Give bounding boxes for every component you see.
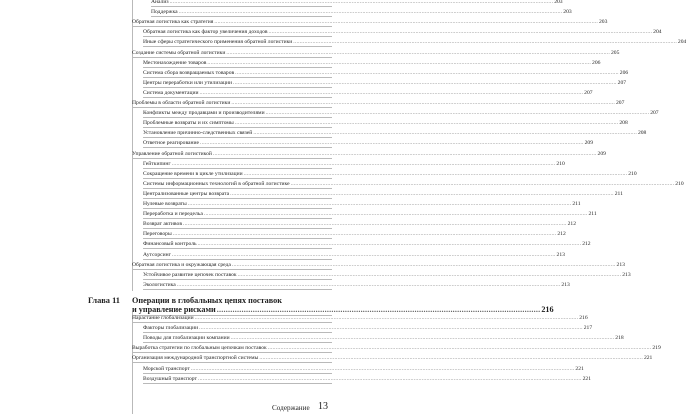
toc-entry-page: 203 [599, 19, 608, 26]
toc-entry-title: Управление обратной логистикой [132, 150, 212, 157]
leader-dots: ................................................................................................................................................................................................................................................ [190, 365, 575, 372]
leader-dots: ................................................................................................................................................................................................................................................ [199, 325, 583, 332]
leader-dots: ................................................................................................................................................................................................................................................ [197, 375, 582, 382]
toc-entry-title: Переговоры [143, 231, 172, 238]
toc-entry-title: Нулевые возвраты [143, 201, 187, 207]
toc-entry-title: Анализ [151, 0, 169, 5]
toc-entry-title: Проблемы в области обратной логистики [132, 100, 231, 106]
toc-entry-page: 204 [653, 29, 662, 36]
leader-dots: ................................................................................................................................................................................................................................................ [203, 211, 588, 218]
toc-entry-title: Переработка и передельа [143, 211, 203, 218]
toc-entry-page: 206 [592, 59, 601, 66]
chapter-title-line2: и управление рисками ................................................................................................................................................ 216 [132, 305, 554, 314]
leader-dots: ................................................................................................................................................................................................................................................ [182, 221, 567, 228]
toc-entry [143, 69, 629, 78]
toc-entry-page: 213 [622, 271, 631, 278]
toc-entry [132, 100, 625, 108]
toc-entry-title: Обратная логистика как фактор увеличения доходов [143, 29, 268, 36]
toc-entry-page: 208 [637, 130, 647, 137]
toc-entry-title: Морской транспорт [143, 365, 190, 372]
toc-entry [143, 335, 624, 343]
toc-entry [143, 130, 647, 138]
toc-entry-title: Воздушный транспорт [143, 375, 197, 382]
toc-entry [132, 315, 588, 323]
leader-dots: ................................................................................................................................................................................................................................................ [233, 79, 617, 86]
chapter-title-line1: Операции в глобальных цепях поставок [132, 296, 282, 305]
leader-dots: ................................................................................................................................................................................................................................................ [214, 19, 598, 26]
toc-entry-page: 205 [610, 49, 620, 56]
toc-entry [143, 190, 623, 199]
toc-entry [143, 325, 593, 333]
toc-entry [143, 251, 565, 260]
toc-entry-title: Экологистика [143, 281, 176, 288]
toc-entry [143, 271, 631, 280]
toc-entry-page: 209 [584, 140, 594, 147]
chapter-label: Глава 11 [88, 296, 120, 305]
toc-entry-title: Сокращение времени в цикле утилизации [143, 170, 243, 177]
leader-dots: ................................................................................................................................................................................................................................................ [226, 49, 610, 56]
leader-dots: ................................................................................................................................................................................................................................................ [231, 261, 616, 268]
toc-entry-title: Обратная логистика и окружающая среда [132, 261, 231, 268]
leader-dots: ................................................................................................................................................................................................................................................ [187, 201, 572, 207]
toc-entry-title: Нарастание глобализации [132, 315, 194, 321]
toc-entry-title: Возврат активов [143, 221, 182, 228]
toc-entry-page: 211 [588, 211, 597, 218]
toc-entry-page: 218 [615, 335, 624, 342]
leader-dots: ................................................................................................................................................ [216, 305, 541, 314]
toc-entry [132, 19, 608, 27]
toc-entry-title: Системы информационных технологий в обратной логистике [143, 180, 290, 187]
toc-entry-page: 210 [675, 180, 684, 187]
leader-dots: ................................................................................................................................................................................................................................................ [178, 9, 563, 16]
toc-entry-page: 207 [584, 89, 593, 96]
leader-dots: ................................................................................................................................................................................................................................................ [243, 170, 628, 177]
toc-entry-title: Аутсорсинг [143, 251, 171, 258]
toc-entry [143, 231, 566, 239]
toc-entry-page: 221 [575, 365, 584, 372]
toc-entry [143, 180, 684, 189]
toc-entry [143, 79, 627, 88]
toc-entry-page: 213 [561, 281, 570, 288]
toc-entry [151, 9, 572, 17]
leader-dots: ................................................................................................................................................................................................................................................ [290, 180, 675, 187]
toc-entry [143, 170, 637, 179]
toc-entry-page: 210 [556, 160, 565, 167]
toc-entry-page: 207 [617, 79, 627, 86]
toc-entry [132, 261, 625, 270]
leader-dots: ................................................................................................................................................................................................................................................ [234, 120, 619, 127]
toc-entry-page: 212 [567, 221, 576, 228]
toc-entry [143, 29, 662, 37]
leader-dots: ................................................................................................................................................................................................................................................ [194, 315, 579, 321]
leader-dots: ................................................................................................................................................................................................................................................ [169, 0, 554, 5]
leader-dots: ................................................................................................................................................................................................................................................ [268, 29, 653, 36]
toc-entry-page: 217 [583, 325, 593, 332]
toc-entry [143, 281, 570, 290]
toc-entry-page: 216 [579, 315, 588, 321]
leader-dots: ................................................................................................................................................................................................................................................ [199, 89, 584, 96]
toc-entry-title: Иные сферы стратегического применения обратной логистики [143, 39, 293, 46]
toc-entry [132, 345, 661, 353]
toc-entry [143, 120, 628, 128]
toc-entry-title: Ответное реагирование [143, 140, 199, 147]
toc-entry-page: 207 [616, 100, 625, 106]
toc-entry [143, 140, 594, 148]
toc-entry [143, 201, 581, 209]
toc-entry [143, 39, 686, 47]
toc-entry-title: Местонахождение товаров [143, 59, 207, 66]
toc-entry [143, 89, 593, 98]
toc-entry-title: Создание системы обратной логистики [132, 49, 226, 56]
toc-entry-title: Центры переработки или утилизации [143, 79, 233, 86]
toc-entry [132, 355, 653, 363]
footer-section-label: Содержание [272, 404, 310, 412]
leader-dots: ................................................................................................................................................................................................................................................ [197, 241, 582, 248]
toc-entry-page: 212 [557, 231, 566, 238]
leader-dots: ................................................................................................................................................................................................................................................ [230, 190, 614, 197]
toc-entry [143, 221, 576, 229]
toc-entry-page: 211 [572, 201, 581, 207]
toc-entry-title: Централизованные центры возврата [143, 190, 230, 197]
leader-dots: ................................................................................................................................................................................................................................................ [235, 69, 619, 76]
toc-entry-page: 208 [619, 120, 628, 127]
toc-entry [143, 365, 584, 374]
toc-entry [143, 160, 565, 169]
leader-dots: ................................................................................................................................................................................................................................................ [171, 160, 556, 167]
toc-entry-page: 212 [582, 241, 591, 248]
leader-dots: ................................................................................................................................................................................................................................................ [253, 130, 637, 137]
leader-dots: ................................................................................................................................................................................................................................................ [176, 281, 561, 288]
leader-dots: ................................................................................................................................................................................................................................................ [231, 100, 615, 106]
toc-entry-title: Факторы глобализации [143, 325, 199, 332]
toc-entry-title: Поддержка [151, 9, 178, 16]
toc-entry-title: Установление причинно-следственных связей [143, 130, 253, 137]
leader-dots: ................................................................................................................................................................................................................................................ [200, 140, 584, 147]
toc-entry [143, 241, 591, 249]
toc-entry-page: 207 [650, 110, 659, 117]
toc-entry-page: 219 [652, 345, 661, 352]
toc-entry-title: Организация международной транспортной системы [132, 355, 259, 362]
leader-dots: ................................................................................................................................................................................................................................................ [293, 39, 677, 46]
leader-dots: ................................................................................................................................................................................................................................................ [267, 345, 652, 352]
toc-entry-title: Гейткипинг [143, 160, 171, 167]
toc-entry [143, 110, 659, 118]
toc-entry [132, 49, 620, 58]
toc-entry-page: 209 [597, 150, 606, 157]
leader-dots: ................................................................................................................................................................................................................................................ [212, 150, 597, 157]
leader-dots: ................................................................................................................................................................................................................................................ [207, 59, 592, 66]
leader-dots: ................................................................................................................................................................................................................................................ [230, 335, 615, 342]
toc-entry [143, 59, 601, 68]
toc-entry-page: 213 [556, 251, 565, 258]
toc-entry-title: Выработка стратегии по глобальным цепочкам поставок [132, 345, 267, 352]
toc-entry-page: 213 [616, 261, 625, 268]
toc-entry [151, 0, 563, 7]
toc-entry-title: Обратная логистика как стратегия [132, 19, 214, 26]
toc-entry-page: 221 [582, 375, 591, 382]
footer-page-number: 13 [318, 401, 328, 412]
toc-entry-page: 206 [619, 69, 629, 76]
toc-entry [132, 150, 606, 159]
toc-entry-title: Поводы для глобализации компании [143, 335, 230, 342]
toc-entry-title: Конфликты между продавцами и производителями [143, 110, 265, 117]
leader-dots: ................................................................................................................................................................................................................................................ [237, 271, 622, 278]
toc-entry-title: Устойчивое развитие цепочек поставок [143, 271, 237, 278]
toc-entry-title: Система документации [143, 89, 199, 96]
toc-entry-page: 204 [677, 39, 686, 46]
leader-dots: ................................................................................................................................................................................................................................................ [172, 231, 557, 238]
left-rule [132, 0, 133, 291]
toc-entry-title: Система сбора возвращаемых товаров [143, 69, 235, 76]
toc-entry-page: 203 [554, 0, 563, 5]
toc-entry-title: Финансовый контроль [143, 241, 197, 248]
leader-dots: ................................................................................................................................................................................................................................................ [265, 110, 650, 117]
toc-entry-page: 210 [628, 170, 637, 177]
toc-entry-page: 221 [643, 355, 653, 362]
toc-entry-page: 211 [614, 190, 623, 197]
toc-entry-title: Проблемные возвраты и их симптомы [143, 120, 234, 127]
toc-entry [143, 211, 597, 219]
leader-dots: ................................................................................................................................................................................................................................................ [259, 355, 643, 362]
toc-entry [143, 375, 591, 384]
leader-dots: ................................................................................................................................................................................................................................................ [171, 251, 556, 258]
toc-entry-page: 203 [563, 9, 572, 16]
